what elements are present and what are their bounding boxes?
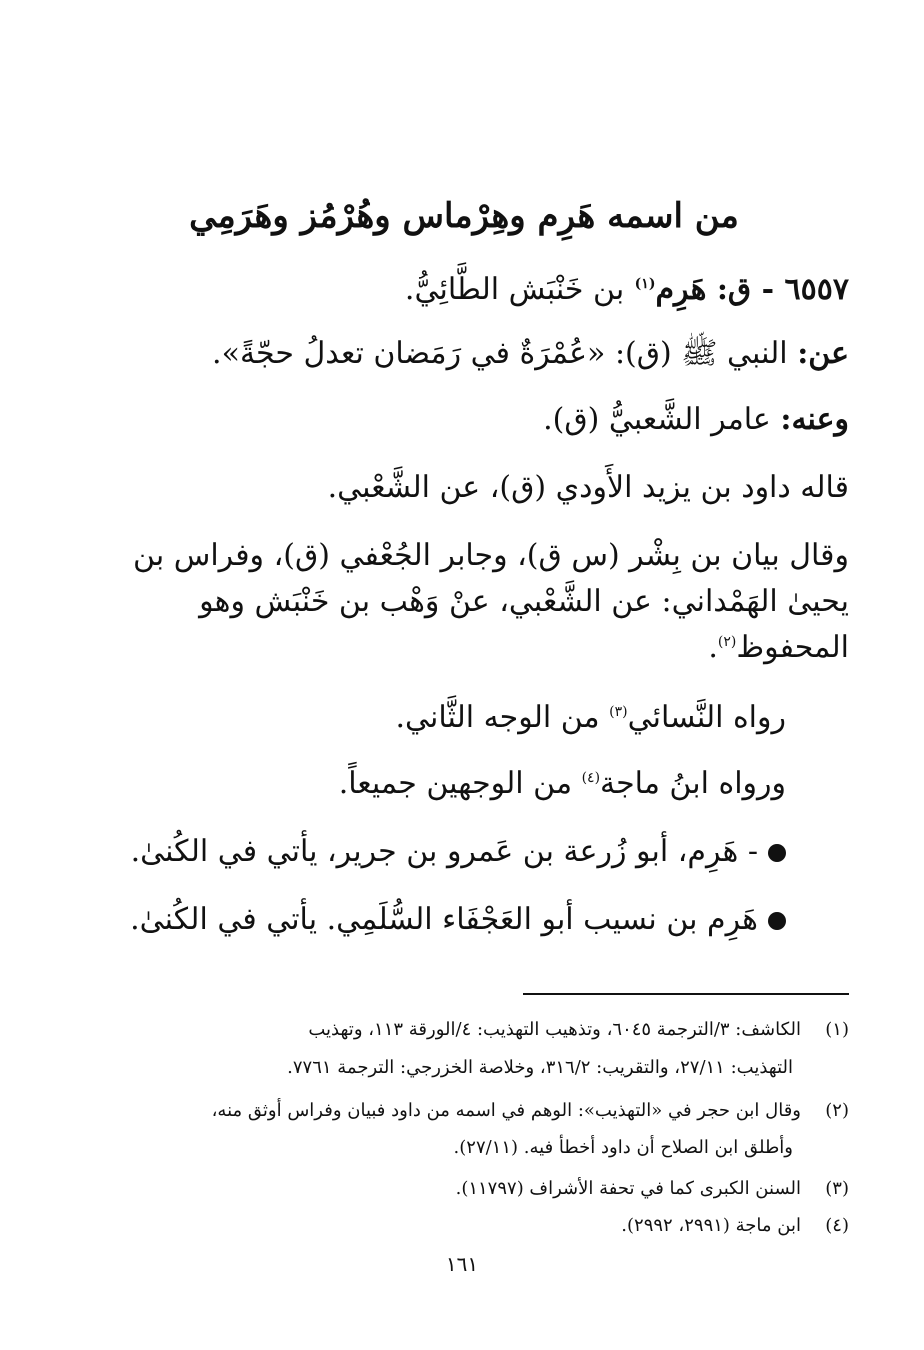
entry-name: هَرِم xyxy=(655,272,707,307)
footnote-ref-3: (٣) xyxy=(609,704,628,720)
body-line-5 xyxy=(75,696,786,740)
footnote-ref-4: (٤) xyxy=(581,770,601,786)
page-number: ١٦١ xyxy=(445,1252,479,1276)
entry-number: ٦٥٥٧ - ق: xyxy=(716,272,849,307)
body-line-5-b: من الوجه الثَّاني. xyxy=(395,700,600,735)
bullet-dot-icon xyxy=(768,912,786,930)
footnote-2-line-1: وقال ابن حجر في «التهذيب»: الوهم في اسمه من داود فبيان وفراس أوثق منه، xyxy=(211,1100,801,1121)
entry-heading xyxy=(75,268,849,312)
footnote-1-line-1: الكاشف: ٣/الترجمة ٦٠٤٥، وتذهيب التهذيب: ٤/الورقة ١١٣، وتهذيب xyxy=(308,1019,801,1040)
footnote-2-line-2: وأطلق ابن الصلاح أن داود أخطأ فيه. (٢٧/١١). xyxy=(453,1137,793,1158)
footnote-ref-1: (١) xyxy=(634,276,656,292)
bullet-item-1 xyxy=(75,830,786,874)
students-label: وعنه: xyxy=(780,402,849,437)
section-title: من اسمه هَرِم وهِرْماس وهُرْمُز وهَرَمِي xyxy=(189,196,739,236)
teachers-label: عن: xyxy=(797,336,849,371)
footnote-4-line-1: ابن ماجة (٢٩٩١، ٢٩٩٢). xyxy=(621,1215,801,1236)
body-line-4-text: المحفوظ xyxy=(736,630,849,665)
footnote-1-number: (١) xyxy=(825,1019,849,1040)
students-text: عامر الشَّعبيُّ (ق). xyxy=(543,402,771,437)
students-line xyxy=(75,398,849,442)
body-line-3: يحيىٰ الهَمْداني: عن الشَّعْبي، عنْ وَهْب بن خَنْبَش وهو xyxy=(199,584,849,619)
body-line-6-a: ورواه ابنُ ماجة xyxy=(600,766,786,801)
body-line-6-b: من الوجهين جميعاً. xyxy=(338,766,573,801)
footnote-2 xyxy=(75,1096,849,1126)
body-line-5-a: رواه النَّسائي xyxy=(627,700,786,735)
bullet-item-1-text: - هَرِم، أبو زُرعة بن عَمرو بن جرير، يأتي في الكُنىٰ. xyxy=(130,834,758,869)
footnote-ref-2: (٢) xyxy=(717,634,737,650)
body-line-6 xyxy=(75,762,786,806)
entry-name-rest: بن خَنْبَش الطَّائِيُّ. xyxy=(404,272,625,307)
footnote-3 xyxy=(75,1174,849,1204)
body-line-4 xyxy=(75,626,849,670)
teachers-line xyxy=(75,332,849,376)
bullet-dot-icon xyxy=(768,844,786,862)
footnote-1 xyxy=(75,1015,849,1045)
footnote-divider xyxy=(523,993,849,995)
teachers-text: النبي ﷺ (ق): «عُمْرَةٌ في رَمَضان تعدلُ حجّةً». xyxy=(212,336,788,371)
footnote-4-number: (٤) xyxy=(825,1215,849,1236)
body-line-2: وقال بيان بن بِشْر (س ق)، وجابر الجُعْفي (ق)، وفراس بن xyxy=(132,538,849,573)
body-line-1: قاله داود بن يزيد الأَودي (ق)، عن الشَّعْبي. xyxy=(327,470,849,505)
bullet-item-2 xyxy=(75,898,786,942)
body-line-4-end: . xyxy=(708,630,718,665)
footnote-1-line-2: التهذيب: ٢٧/١١، والتقريب: ٣١٦/٢، وخلاصة الخزرجي: الترجمة ٧٧٦١. xyxy=(287,1057,793,1078)
footnote-2-number: (٢) xyxy=(825,1100,849,1121)
bullet-item-2-text: هَرِم بن نسيب أبو العَجْفَاء السُّلَمِي. يأتي في الكُنىٰ. xyxy=(130,902,758,937)
footnote-4 xyxy=(75,1211,849,1241)
footnote-3-number: (٣) xyxy=(825,1178,849,1199)
footnote-3-line-1: السنن الكبرى كما في تحفة الأشراف (١١٧٩٧). xyxy=(455,1178,801,1199)
